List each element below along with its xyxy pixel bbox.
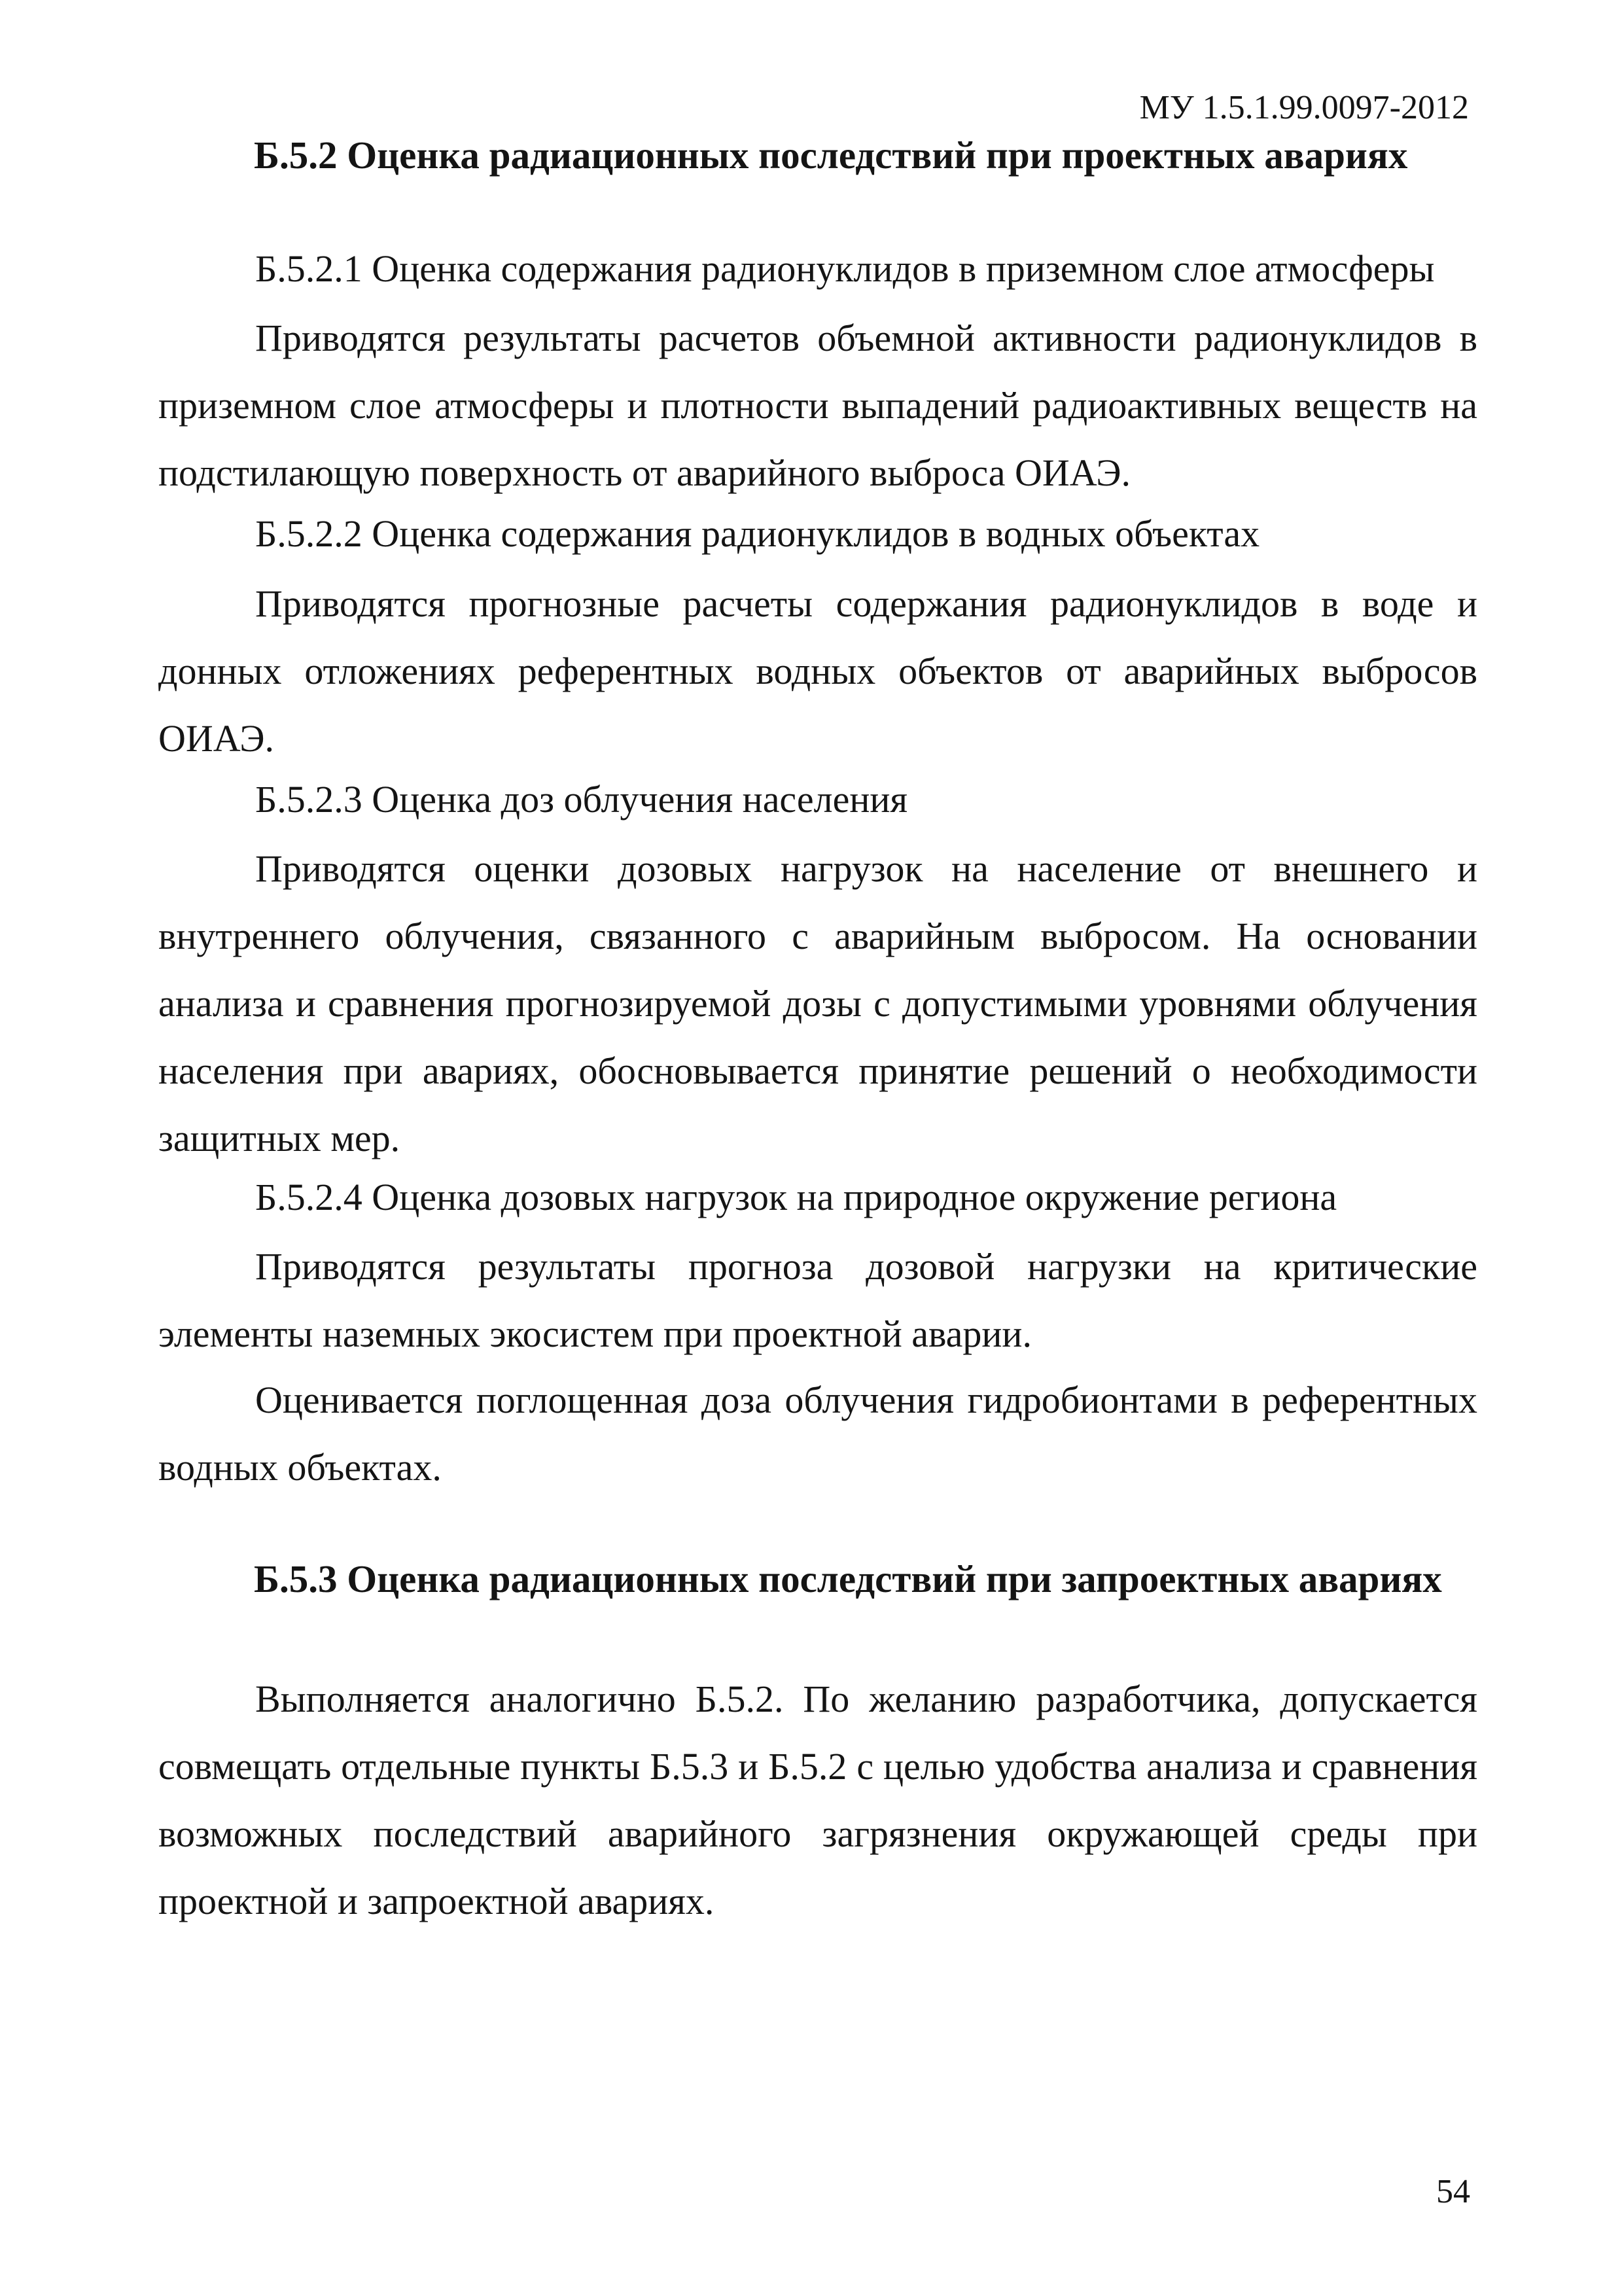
subsection-title-b-5-2-2: Б.5.2.2 Оценка содержания радионуклидов в водных объектах (255, 512, 1260, 555)
subsection-title-b-5-2-3: Б.5.2.3 Оценка доз облучения населения (255, 778, 908, 821)
paragraph-b-5-2-3: Приводятся оценки дозовых нагрузок на население от внешнего и внутреннего облучения, связанного с аварийным выбросом. На основании анализа и сравнения прогнозируемой дозы с допустимыми уровнями облучения населения при авариях, обосновывается принятие решений о необходимости защитных мер. (158, 847, 1477, 1159)
paragraph-b-5-2-2: Приводятся прогнозные расчеты содержания радионуклидов в воде и донных отложениях референтных водных объектов от аварийных выбросов ОИАЭ. (158, 582, 1477, 760)
section-heading-b-5-3: Б.5.3 Оценка радиационных последствий при запроектных авариях (254, 1557, 1442, 1600)
subsection-title-b-5-2-1: Б.5.2.1 Оценка содержания радионуклидов в приземном слое атмосферы (255, 247, 1435, 290)
paragraph-b-5-2-4-1: Приводятся результаты прогноза дозовой нагрузки на критические элементы наземных экосистем при проектной аварии. (158, 1245, 1477, 1355)
document-code: МУ 1.5.1.99.0097-2012 (1139, 89, 1469, 126)
paragraph-b-5-3: Выполняется аналогично Б.5.2. По желанию разработчика, допускается совмещать отдельные пункты Б.5.3 и Б.5.2 с целью удобства анализа и сравнения возможных последствий аварийного загрязнения окружающей среды при проектной и запроектной авариях. (158, 1678, 1477, 1922)
paragraph-b-5-2-4-2: Оценивается поглощенная доза облучения гидробионтами в референтных водных объектах. (158, 1379, 1477, 1489)
page-number: 54 (1436, 2173, 1470, 2210)
paragraph-b-5-2-1: Приводятся результаты расчетов объемной активности радионуклидов в приземном слое атмосферы и плотности выпадений радиоактивных веществ на подстилающую поверхность от аварийного выброса ОИАЭ. (158, 317, 1477, 494)
section-heading-b-5-2: Б.5.2 Оценка радиационных последствий при проектных авариях (254, 133, 1408, 177)
subsection-title-b-5-2-4: Б.5.2.4 Оценка дозовых нагрузок на природное окружение региона (255, 1176, 1337, 1218)
